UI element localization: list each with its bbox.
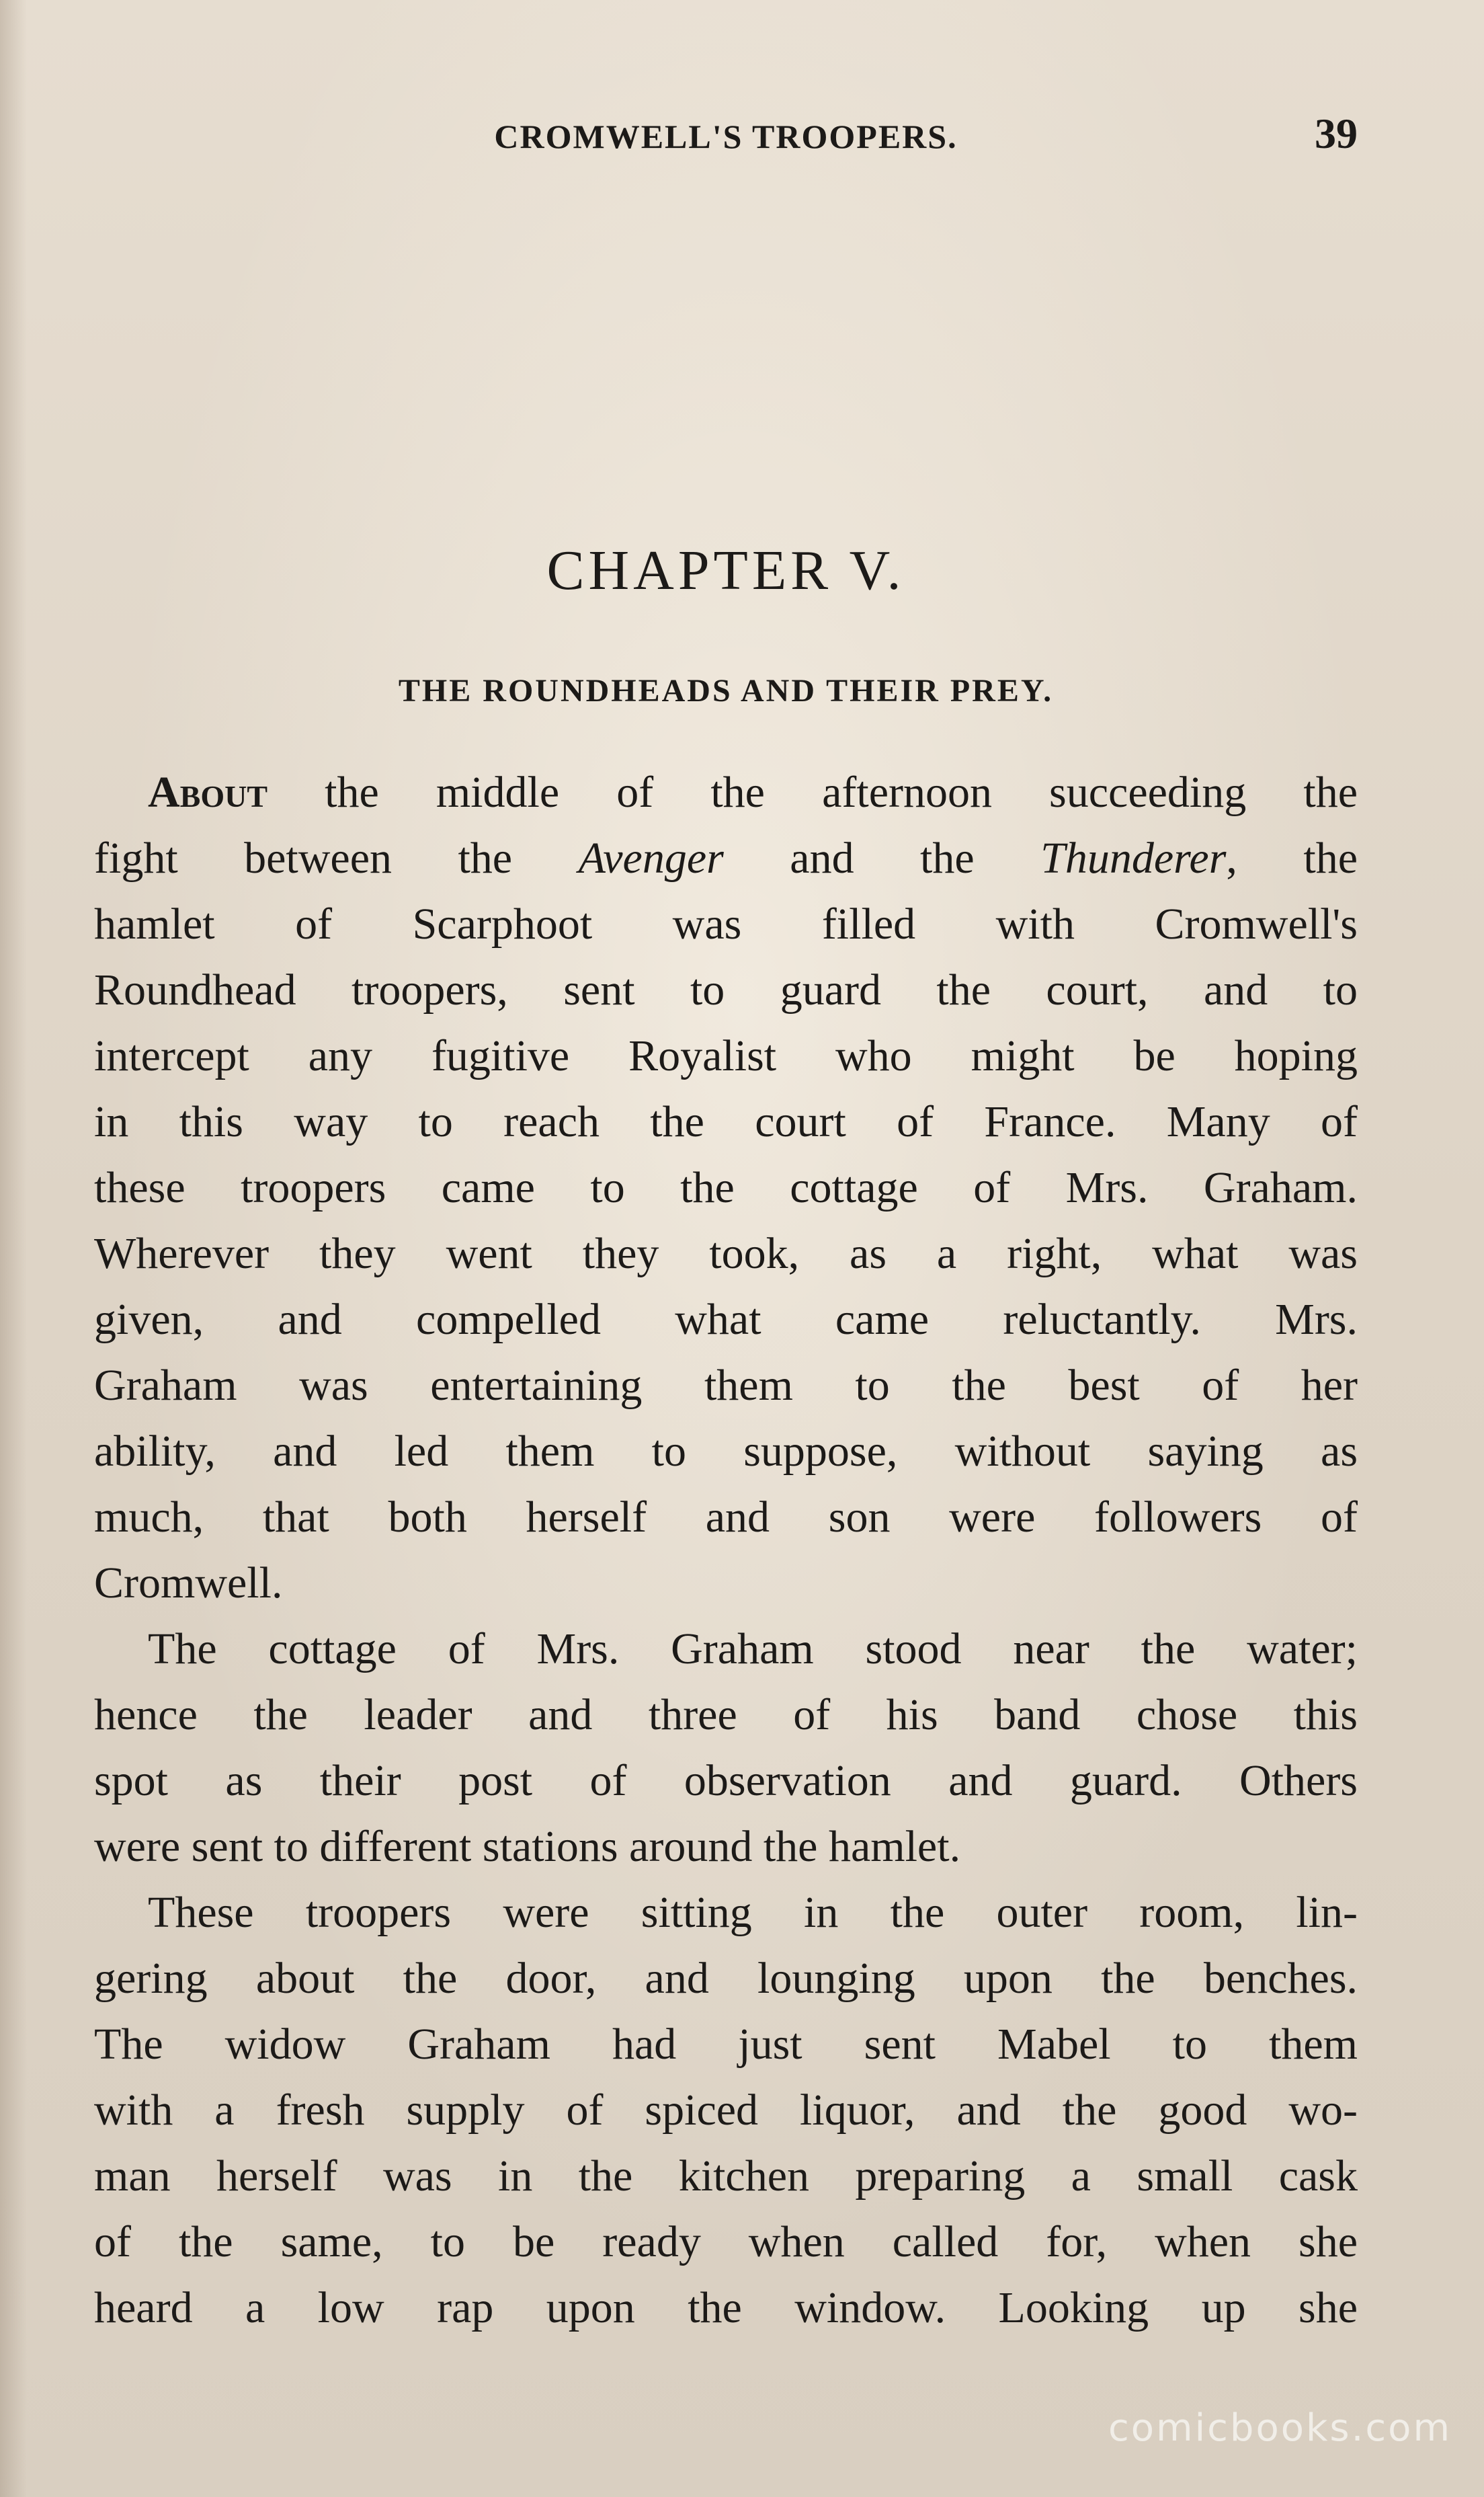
page-edge-shadow — [0, 0, 27, 2497]
text-line: Graham was entertaining them to the best of her — [94, 1361, 1358, 1410]
ship-name: Avenger — [578, 834, 724, 883]
text-line: gering about the door, and lounging upon the benches. — [94, 1954, 1358, 2003]
text-line: of the same, to be ready when called for, when she — [94, 2217, 1358, 2266]
paragraph-1 — [94, 760, 1358, 1616]
text-line: The cottage of Mrs. Graham stood near the water; — [148, 1624, 1358, 1673]
text-line: hamlet of Scarphoot was filled with Cromwell's — [94, 900, 1358, 949]
text-line: The widow Graham had just sent Mabel to them — [94, 2020, 1358, 2069]
text-line: fight between the Avenger and the Thunderer, the — [94, 834, 1358, 883]
body-text — [94, 760, 1358, 2341]
text-line: man herself was in the kitchen preparing a small cask — [94, 2151, 1358, 2201]
line-text: the middle of the afternoon succeeding the — [267, 768, 1358, 817]
text-line: ability, and led them to suppose, without saying as — [94, 1427, 1358, 1476]
text-line: Roundhead troopers, sent to guard the court, and to — [94, 965, 1358, 1015]
text-line: were sent to different stations around the hamlet. — [94, 1822, 961, 1871]
text-line: heard a low rap upon the window. Looking up she — [94, 2283, 1358, 2332]
ship-name: Thunderer — [1040, 834, 1227, 883]
text-line: Wherever they went they took, as a right, what was — [94, 1229, 1358, 1278]
text-line — [94, 760, 1358, 826]
running-head — [94, 108, 1358, 168]
running-title: CROMWELL'S TROOPERS. — [494, 118, 958, 155]
lead-word: About — [148, 768, 268, 817]
text-line: with a fresh supply of spiced liquor, and the good wo- — [94, 2086, 1358, 2135]
chapter-subtitle: THE ROUNDHEADS AND THEIR PREY. — [398, 673, 1054, 709]
text-line: Cromwell. — [94, 1558, 283, 1608]
watermark-text: comicbooks.com — [1108, 2406, 1452, 2450]
paragraph-3 — [94, 1880, 1358, 2341]
text-line: given, and compelled what came reluctantly. Mrs. — [94, 1295, 1358, 1344]
text-line: much, that both herself and son were followers of — [94, 1493, 1358, 1542]
text-line: spot as their post of observation and guard. Others — [94, 1756, 1358, 1805]
paragraph-2 — [94, 1616, 1358, 1880]
text-line: in this way to reach the court of France. Many of — [94, 1097, 1358, 1146]
text-line: these troopers came to the cottage of Mrs. Graham. — [94, 1163, 1358, 1212]
page-number: 39 — [1315, 110, 1358, 157]
text-line: hence the leader and three of his band chose this — [94, 1690, 1358, 1739]
text-line: These troopers were sitting in the outer room, lin- — [148, 1888, 1358, 1937]
text-line: intercept any fugitive Royalist who might be hoping — [94, 1031, 1358, 1080]
chapter-title: CHAPTER V. — [546, 539, 905, 602]
